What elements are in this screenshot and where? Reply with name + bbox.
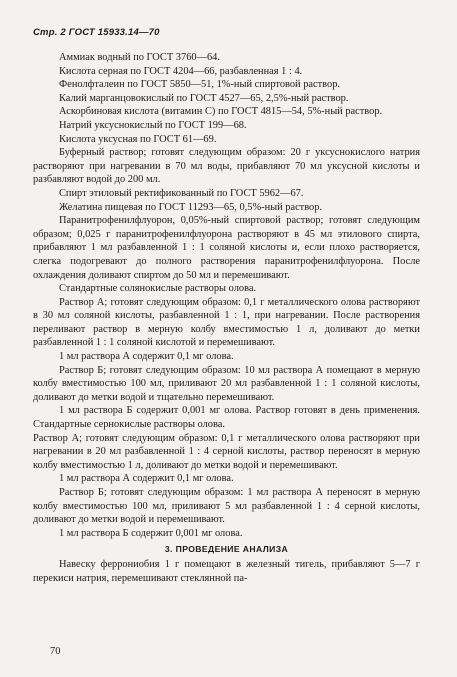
paragraph: Желатина пищевая по ГОСТ 11293—65, 0,5%-ный раствор. [59,201,323,213]
paragraph: 1 мл раствора Б содержит 0,001 мг олова. Раствор готовят в день применения. Стандартные сернокислые растворы олова. [33,405,420,431]
paragraph: Аскорбиновая кислота (витамин С) по ГОСТ 4815—54, 5%-ный раствор. [59,106,383,118]
paragraph: 1 мл раствора А содержит 0,1 мг олова. [59,473,234,485]
paragraph: Раствор А; готовят следующим образом: 0,1 г металлического олова растворяют при нагревании в 20 мл разбавленной 1 : 4 серной кислоты, раствор переносят в мерную колбу вместимостью 1 л, доливают до метки водой и перемешивают. [33,432,420,471]
page-header: Стр. 2 ГОСТ 15933.14—70 [33,27,160,38]
paragraph: Фенолфталеин по ГОСТ 5850—51, 1%-ный спиртовой раствор. [59,79,340,91]
paragraph: Раствор Б; готовят следующим образом: 10 мл раствора А помещают в мерную колбу вместимостью 100 мл, приливают 20 мл разбавленной 1 : 1 соляной кислоты, доливают до метки водой и тщательно перемешивают. [33,364,420,403]
paragraph: Кислота серная по ГОСТ 4204—66, разбавленная 1 : 4. [59,65,303,77]
paragraph: Калий марганцовокислый по ГОСТ 4527—65, 2,5%-ный раствор. [59,92,349,104]
page-number: 70 [50,646,61,657]
paragraph: 1 мл раствора А содержит 0,1 мг олова. [59,351,234,363]
document-body [33,51,420,586]
paragraph: Спирт этиловый ректификованный по ГОСТ 5962—67. [59,187,304,199]
section-title: 3. ПРОВЕДЕНИЕ АНАЛИЗА [164,544,289,555]
paragraph: Раствор А; готовят следующим образом: 0,1 г металлического олова растворяют в 30 мл соляной кислоты, разбавленной 1 : 1, при нагревании. После растворения переливают раствор в мерную колбу вместимостью 1 л, доливают до метки разбавленной 1 : 1 соляной кислотой и перемешивают. [33,296,420,349]
paragraph: Раствор Б; готовят следующим образом: 1 мл раствора А переносят в мерную колбу вместимостью 100 мл, приливают 5 мл разбавленной 1 : 4 серной кислоты, доливают до метки водой и перемешивают. [33,487,420,526]
paragraph: 1 мл раствора Б содержит 0,001 мг олова. [59,527,243,539]
paragraph: Буферный раствор; готовят следующим образом: 20 г уксуснокислого натрия растворяют при нагревании в 70 мл воды, прибавляют 70 мл уксусной кислоты и разбавляют водой до 200 мл. [33,147,420,186]
paragraph: Кислота уксусная по ГОСТ 61—69. [59,133,217,145]
paragraph: Паранитрофенилфлуорон, 0,05%-ный спиртовой раствор; готовят следующим образом; 0,025 г паранитрофенилфлуорона растворяют в 45 мл этилового спирта, прибавляют 1 мл разбавленной 1 : 1 соляной кислоты и, если плохо растворяется, слегка подогревают до полного растворения паранитрофенилфлуорона. После охлаждения доливают спиртом до 50 мл и перемешивают. [33,215,420,281]
paragraph: Аммиак водный по ГОСТ 3760—64. [59,52,220,63]
paragraph: Натрий уксуснокислый по ГОСТ 199—68. [59,119,247,131]
paragraph: Стандартные солянокислые растворы олова. [59,283,257,295]
paragraph: Навеску феррониобия 1 г помещают в железный тигель, прибавляют 5—7 г перекиси натрия, перемешивают стеклянной па- [33,559,420,584]
